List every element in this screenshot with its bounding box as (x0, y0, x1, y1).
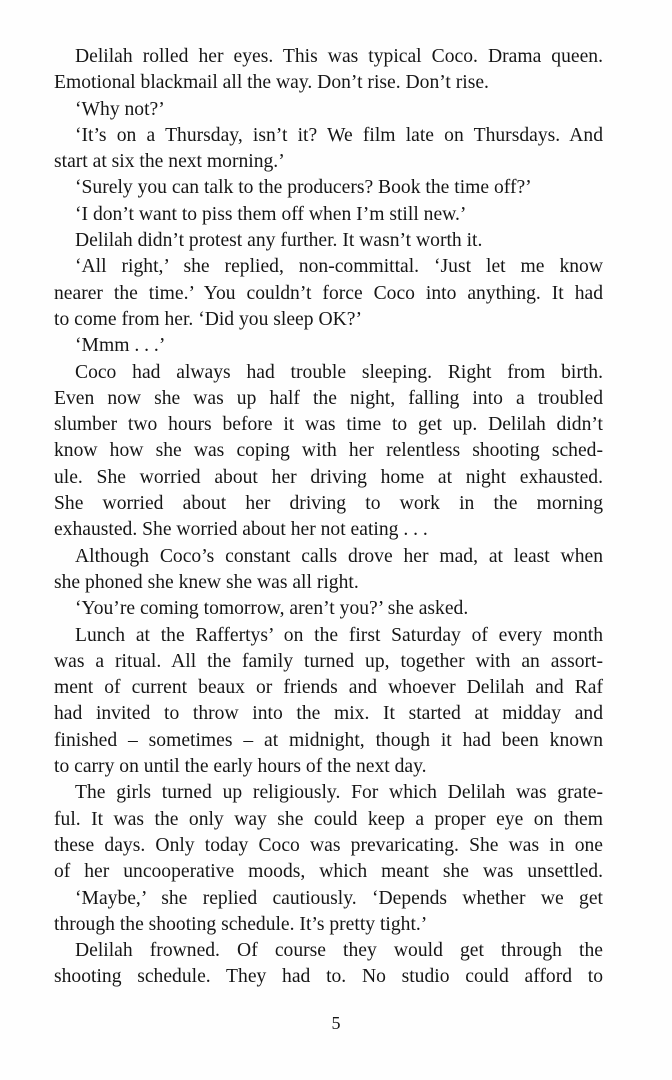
text-line: Delilah rolled her eyes. This was typical Coco. Drama queen. (75, 46, 603, 67)
text-line: The girls turned up religiously. For which Delilah was grate- (75, 782, 603, 804)
text-line: Delilah frowned. Of course they would get through the (75, 940, 603, 962)
text-line: exhausted. She worried about her not eating . . . (54, 519, 428, 541)
text-line: Even now she was up half the night, falling into a troubled (54, 387, 603, 409)
text-line: Lunch at the Raffertys’ on the first Saturday of every month (75, 624, 603, 646)
text-line: to come from her. ‘Did you sleep OK?’ (54, 308, 362, 330)
page-number: 5 (331, 1013, 341, 1033)
text-line: shooting schedule. They had to. No studio could afford to (54, 966, 603, 988)
text-line: ‘It’s on a Thursday, isn’t it? We film late on Thursdays. And (75, 124, 603, 146)
text-line: ‘Why not?’ (75, 98, 165, 120)
text-line: know how she was coping with her relentless shooting sched- (54, 440, 603, 462)
text-line: Coco had always had trouble sleeping. Right from birth. (75, 361, 603, 383)
text-line: ‘Maybe,’ she replied cautiously. ‘Depends whether we get (75, 887, 603, 909)
text-line: of her uncooperative moods, which meant she was unsettled. (54, 861, 603, 883)
text-line: ‘You’re coming tomorrow, aren’t you?’ she asked. (75, 598, 469, 620)
text-line: she phoned she knew she was all right. (54, 571, 359, 593)
text-line: ‘All right,’ she replied, non-committal. ‘Just let me know (75, 256, 603, 278)
text-line: Although Coco’s constant calls drove her mad, at least when (75, 545, 603, 567)
text-line: had invited to throw into the mix. It started at midday and (54, 703, 603, 725)
text-line: nearer the time.’ You couldn’t force Coco into anything. It had (54, 282, 603, 304)
text-line: through the shooting schedule. It’s pretty tight.’ (54, 913, 428, 935)
text-line: ule. She worried about her driving home at night exhausted. (54, 466, 603, 488)
text-line: Delilah didn’t protest any further. It wasn’t worth it. (75, 230, 483, 252)
text-line: ‘I don’t want to piss them off when I’m still new.’ (75, 203, 467, 225)
text-line: finished – sometimes – at midnight, though it had been known (54, 729, 603, 751)
body-text (54, 44, 603, 991)
text-line: ful. It was the only way she could keep a proper eye on them (54, 808, 603, 830)
text-line: ‘Mmm . . .’ (75, 335, 166, 357)
text-line: to carry on until the early hours of the next day. (54, 756, 427, 778)
text-line: slumber two hours before it was time to get up. Delilah didn’t (54, 414, 603, 436)
text-line: ment of current beaux or friends and whoever Delilah and Raf (54, 677, 603, 699)
text-line: these days. Only today Coco was prevaricating. She was in one (54, 834, 603, 856)
text-line: start at six the next morning.’ (54, 151, 285, 173)
text-line: ‘Surely you can talk to the producers? Book the time off?’ (75, 177, 532, 199)
text-line: Emotional blackmail all the way. Don’t rise. Don’t rise. (54, 72, 489, 94)
text-line: She worried about her driving to work in the morning (54, 493, 603, 515)
text-line: was a ritual. All the family turned up, together with an assort- (54, 650, 603, 672)
